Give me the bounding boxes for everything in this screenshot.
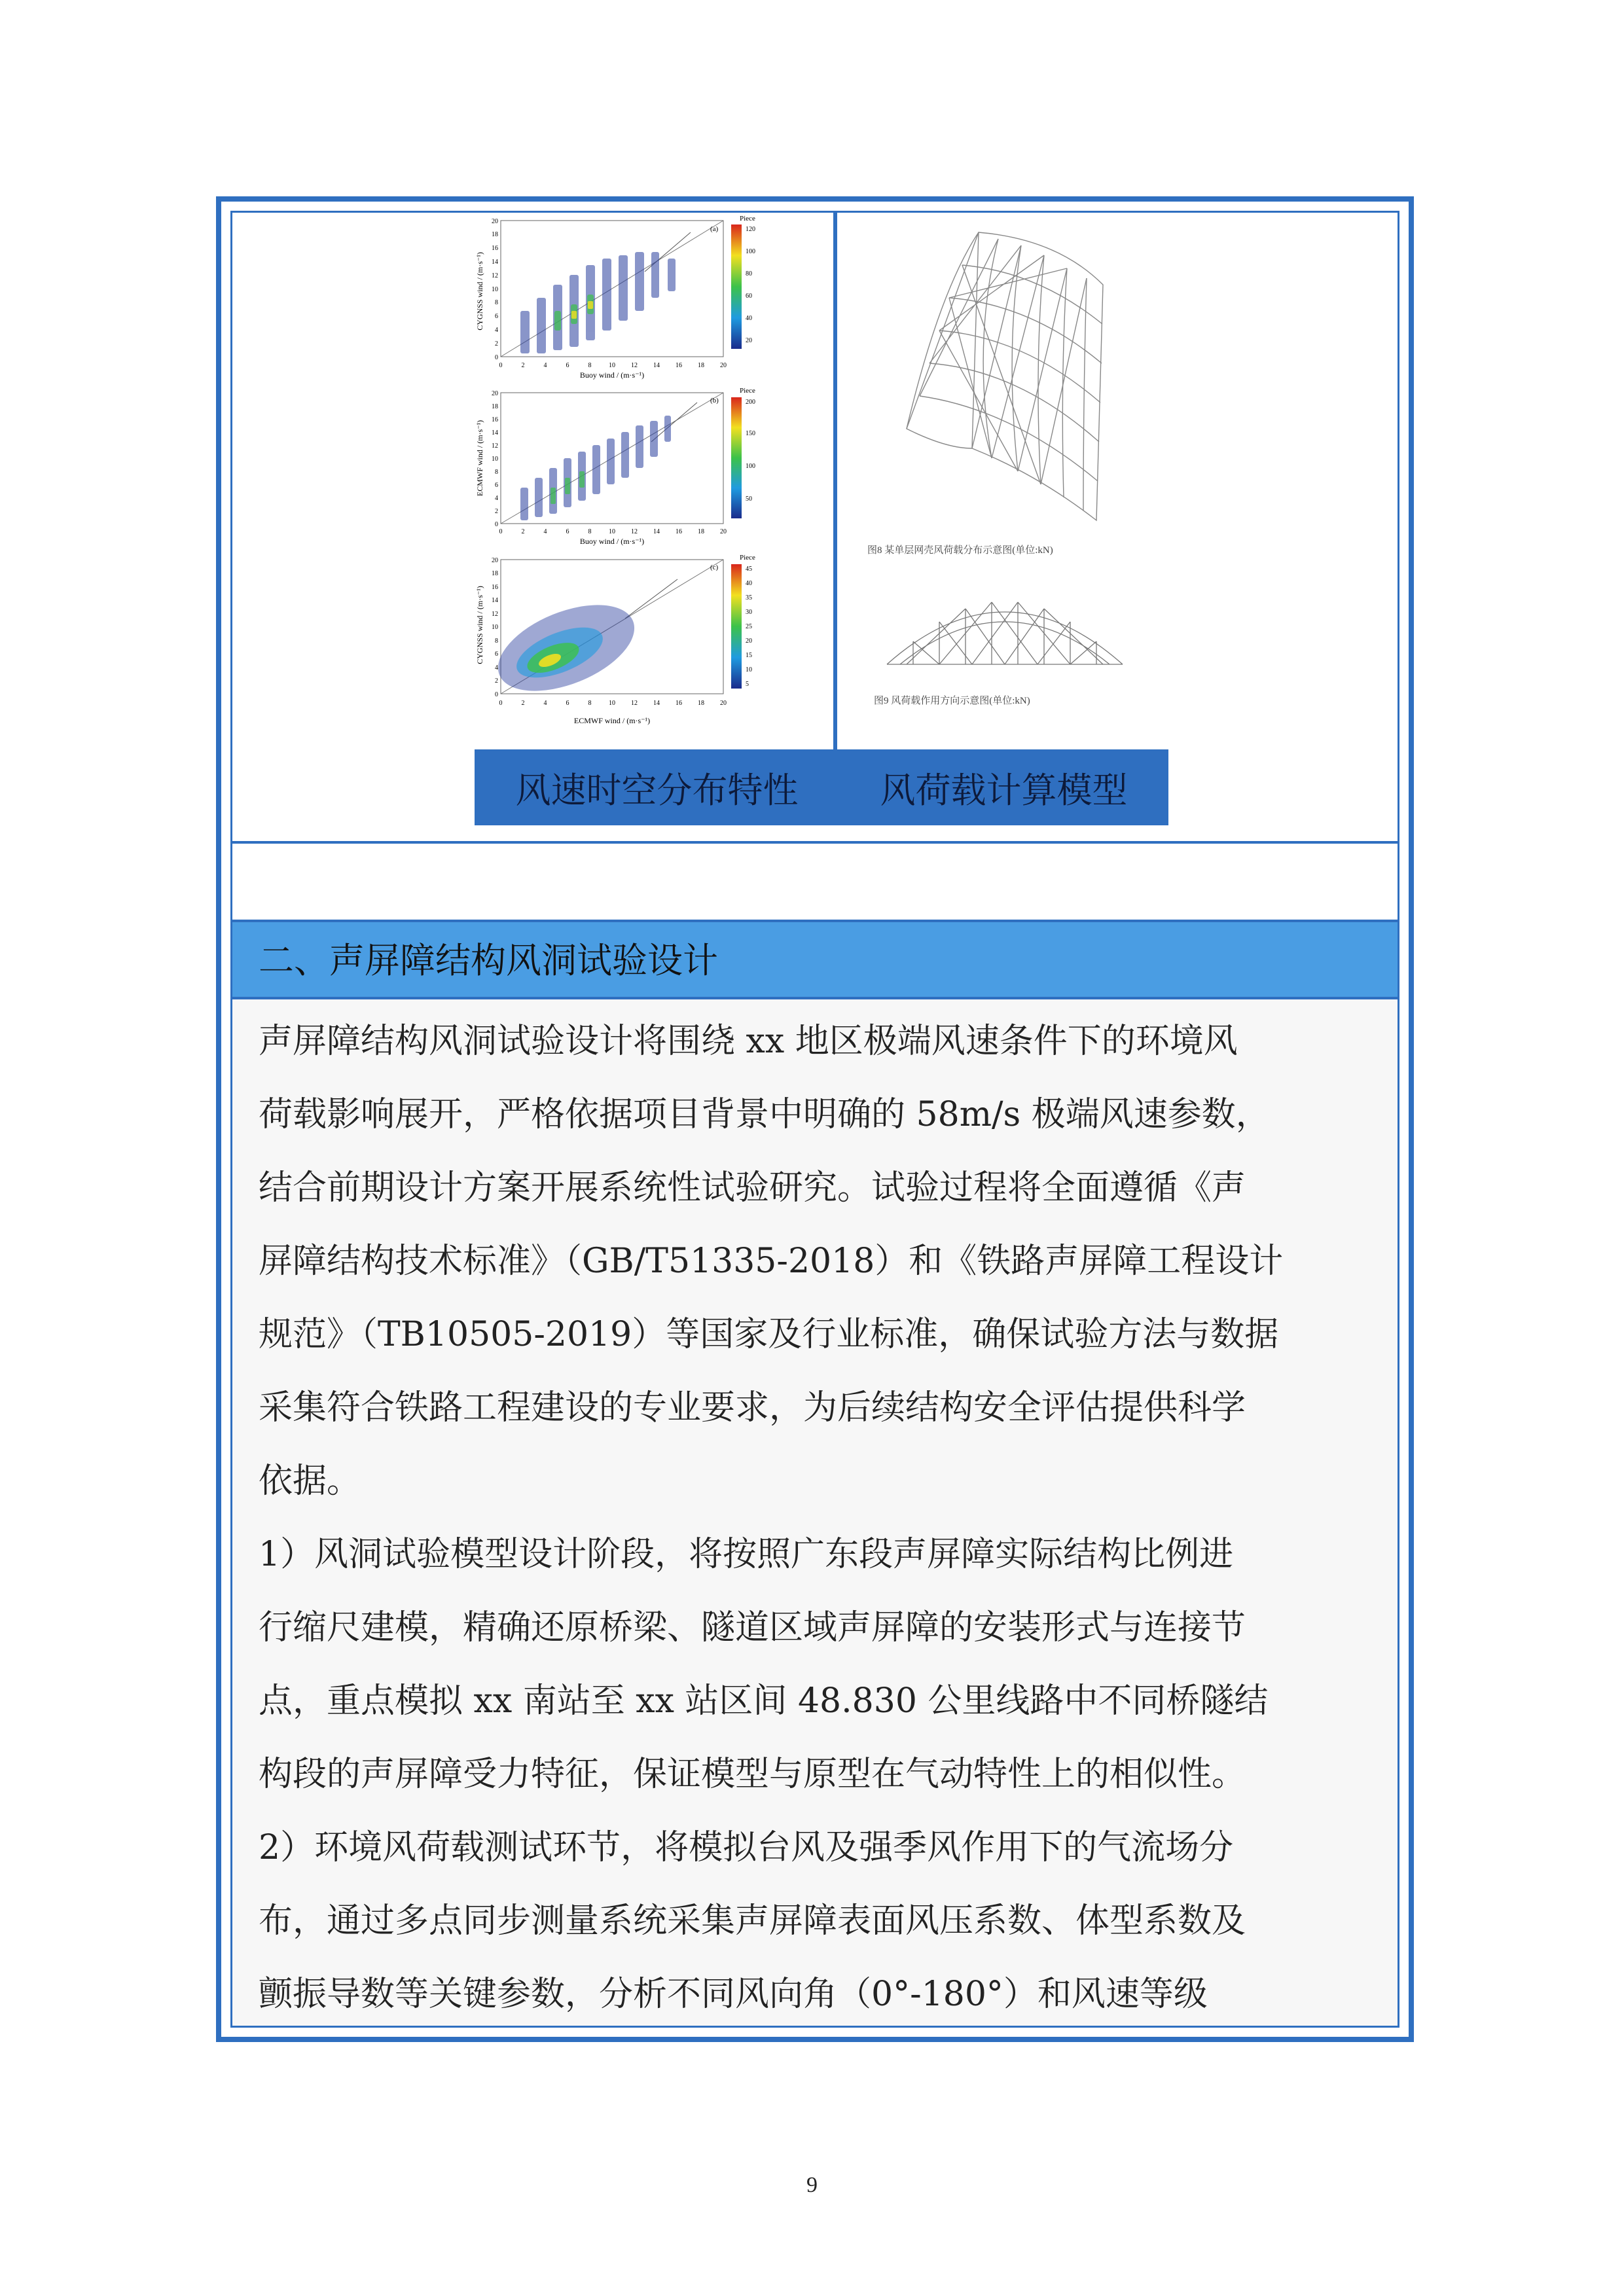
svg-text:50: 50 — [746, 495, 752, 503]
svg-text:200: 200 — [746, 399, 755, 406]
svg-text:8: 8 — [588, 528, 592, 535]
svg-text:20: 20 — [492, 218, 498, 225]
svg-text:40: 40 — [746, 580, 752, 587]
chart-c-panel-label: (c) — [710, 564, 719, 571]
chart-b-x-ticks — [499, 528, 727, 535]
svg-text:20: 20 — [720, 700, 727, 707]
svg-text:4: 4 — [543, 700, 547, 707]
chart-b-xlabel: Buoy wind / (m·s⁻¹) — [579, 537, 645, 546]
svg-text:8: 8 — [588, 362, 592, 369]
page-number: 9 — [806, 2173, 818, 2197]
svg-text:4: 4 — [495, 664, 498, 672]
svg-text:20: 20 — [492, 390, 498, 397]
svg-text:15: 15 — [746, 652, 752, 659]
svg-text:6: 6 — [566, 700, 569, 707]
fig9-caption: 图9 风荷载作用方向示意图(单位:kN) — [874, 696, 1030, 706]
svg-text:150: 150 — [746, 430, 755, 437]
body-line: 行缩尺建模，精确还原桥梁、隧道区域声屏障的安装形式与连接节 — [259, 1608, 1246, 1647]
body-line: 2）环境风荷载测试环节，将模拟台风及强季风作用下的气流场分 — [259, 1828, 1234, 1867]
svg-text:18: 18 — [698, 528, 704, 535]
svg-text:4: 4 — [543, 362, 547, 369]
svg-text:18: 18 — [698, 362, 704, 369]
svg-text:14: 14 — [492, 259, 498, 266]
svg-text:100: 100 — [746, 248, 755, 255]
chart-b-colorbar-ticks — [746, 399, 755, 503]
svg-text:12: 12 — [631, 528, 638, 535]
svg-text:20: 20 — [720, 528, 727, 535]
svg-text:60: 60 — [746, 293, 752, 300]
svg-text:14: 14 — [492, 597, 498, 604]
svg-text:2: 2 — [521, 700, 525, 707]
chart-a-colorbar-ticks — [746, 226, 755, 344]
svg-text:10: 10 — [492, 624, 498, 631]
svg-text:6: 6 — [566, 528, 569, 535]
body-line: 构段的声屏障受力特征，保证模型与原型在气动特性上的相似性。 — [259, 1755, 1246, 1794]
svg-text:35: 35 — [746, 594, 752, 601]
svg-text:12: 12 — [631, 362, 638, 369]
body-line: 点，重点模拟 xx 南站至 xx 站区间 48.830 公里线路中不同桥隧结 — [259, 1681, 1269, 1721]
body-line: 声屏障结构风洞试验设计将围绕 xx 地区极端风速条件下的环境风 — [259, 1022, 1238, 1061]
chart-a-x-ticks — [499, 362, 727, 369]
body-line: 结合前期设计方案开展系统性试验研究。试验过程将全面遵循《声 — [259, 1168, 1246, 1208]
empty-row — [232, 844, 1398, 922]
wind-speed-charts — [475, 213, 828, 736]
chart-c-ylabel: CYGNSS wind / (m·s⁻¹) — [475, 586, 484, 664]
body-line: 规范》（TB10505-2019）等国家及行业标准，确保试验方法与数据 — [259, 1315, 1279, 1354]
chart-c-colorbar — [731, 564, 742, 689]
svg-text:8: 8 — [588, 700, 592, 707]
svg-text:10: 10 — [609, 362, 615, 369]
svg-text:8: 8 — [495, 299, 498, 306]
svg-text:80: 80 — [746, 270, 752, 278]
chart-a-colorbar — [731, 224, 742, 349]
fig8-caption: 图8 某单层网壳风荷载分布示意图(单位:kN) — [867, 545, 1053, 556]
figure-row — [232, 213, 1398, 844]
svg-text:2: 2 — [495, 677, 498, 685]
svg-text:8: 8 — [495, 637, 498, 645]
svg-text:4: 4 — [543, 528, 547, 535]
svg-text:20: 20 — [746, 637, 752, 645]
svg-text:12: 12 — [631, 700, 638, 707]
figure-captions — [475, 749, 1168, 825]
svg-text:10: 10 — [492, 286, 498, 293]
body-line: 布，通过多点同步测量系统采集声屏障表面风压系数、体型系数及 — [259, 1901, 1246, 1941]
svg-text:16: 16 — [676, 362, 682, 369]
lattice-shell-figure — [841, 213, 1168, 730]
svg-text:0: 0 — [499, 700, 503, 707]
svg-text:4: 4 — [495, 495, 498, 502]
chart-a — [475, 215, 755, 380]
wind-load-diagrams — [841, 213, 1168, 730]
svg-text:14: 14 — [653, 700, 660, 707]
page-frame — [216, 196, 1414, 2042]
chart-b-legend-title: Piece — [740, 387, 755, 395]
body-line: 颤振导数等关键参数，分析不同风向角（0°-180°）和风速等级 — [259, 1975, 1208, 2014]
svg-text:16: 16 — [676, 700, 682, 707]
svg-text:12: 12 — [492, 442, 498, 450]
caption-wind-load-model: 风荷载计算模型 — [880, 769, 1128, 811]
svg-text:2: 2 — [521, 362, 525, 369]
svg-text:4: 4 — [495, 327, 498, 334]
svg-text:16: 16 — [492, 584, 498, 591]
svg-text:14: 14 — [653, 362, 660, 369]
body-line: 依据。 — [259, 1462, 361, 1501]
svg-text:18: 18 — [698, 700, 704, 707]
arch-diagram — [887, 602, 1123, 664]
svg-text:18: 18 — [492, 231, 498, 238]
svg-text:45: 45 — [746, 565, 752, 573]
caption-wind-speed: 风速时空分布特性 — [515, 769, 799, 811]
svg-text:10: 10 — [492, 456, 498, 463]
chart-c-xlabel: ECMWF wind / (m·s⁻¹) — [573, 716, 651, 725]
svg-text:0: 0 — [495, 354, 498, 361]
svg-text:40: 40 — [746, 315, 752, 322]
svg-text:2: 2 — [495, 508, 498, 515]
chart-c — [475, 554, 755, 725]
body-line: 采集符合铁路工程建设的专业要求，为后续结构安全评估提供科学 — [259, 1388, 1246, 1427]
svg-text:6: 6 — [495, 482, 498, 489]
chart-a-ylabel: CYGNSS wind / (m·s⁻¹) — [475, 252, 484, 331]
chart-a-y-ticks — [492, 218, 498, 361]
svg-text:8: 8 — [495, 469, 498, 476]
section-body — [259, 1005, 1398, 2031]
svg-text:0: 0 — [495, 521, 498, 528]
svg-text:16: 16 — [492, 416, 498, 423]
chart-b — [475, 387, 755, 546]
svg-text:14: 14 — [653, 528, 660, 535]
body-line: 屏障结构技术标准》（GB/T51335-2018）和《铁路声屏障工程设计 — [259, 1242, 1284, 1281]
svg-text:120: 120 — [746, 226, 755, 233]
svg-text:20: 20 — [720, 362, 727, 369]
svg-text:10: 10 — [609, 528, 615, 535]
svg-text:30: 30 — [746, 609, 752, 616]
body-line: 荷载影响展开，严格依据项目背景中明确的 58m/s 极端风速参数， — [259, 1095, 1270, 1134]
svg-text:14: 14 — [492, 429, 498, 437]
svg-text:18: 18 — [492, 403, 498, 410]
chart-b-y-ticks — [492, 390, 498, 528]
chart-b-colorbar — [731, 397, 742, 518]
scatter-figure — [475, 213, 828, 736]
chart-a-xlabel: Buoy wind / (m·s⁻¹) — [579, 370, 645, 380]
content-table — [230, 211, 1399, 2028]
chart-b-panel-label: (b) — [710, 397, 719, 404]
svg-text:0: 0 — [495, 691, 498, 698]
svg-text:5: 5 — [746, 681, 749, 688]
chart-b-ylabel: ECMWF wind / (m·s⁻¹) — [475, 420, 484, 497]
chart-a-panel-label: (a) — [710, 225, 719, 233]
svg-text:0: 0 — [499, 528, 503, 535]
svg-text:12: 12 — [492, 611, 498, 618]
svg-text:6: 6 — [495, 651, 498, 658]
svg-text:6: 6 — [495, 313, 498, 320]
svg-text:16: 16 — [676, 528, 682, 535]
svg-text:10: 10 — [609, 700, 615, 707]
svg-text:0: 0 — [499, 362, 503, 369]
lattice-shell-diagram — [907, 232, 1103, 520]
svg-text:25: 25 — [746, 623, 752, 630]
svg-text:6: 6 — [566, 362, 569, 369]
chart-c-x-ticks — [499, 700, 727, 707]
svg-text:100: 100 — [746, 463, 755, 470]
svg-text:2: 2 — [495, 340, 498, 348]
svg-text:20: 20 — [492, 557, 498, 564]
body-line: 1）风洞试验模型设计阶段，将按照广东段声屏障实际结构比例进 — [259, 1535, 1234, 1574]
svg-text:16: 16 — [492, 245, 498, 252]
section-heading: 二、声屏障结构风洞试验设计 — [232, 922, 1398, 999]
svg-text:2: 2 — [521, 528, 525, 535]
figure-divider — [833, 213, 837, 749]
chart-c-colorbar-ticks — [746, 565, 752, 688]
svg-text:10: 10 — [746, 666, 752, 673]
svg-text:20: 20 — [746, 337, 752, 344]
chart-c-y-ticks — [492, 557, 498, 698]
chart-c-legend-title: Piece — [740, 554, 755, 562]
svg-text:12: 12 — [492, 272, 498, 279]
svg-text:18: 18 — [492, 570, 498, 577]
chart-a-legend-title: Piece — [740, 215, 755, 223]
